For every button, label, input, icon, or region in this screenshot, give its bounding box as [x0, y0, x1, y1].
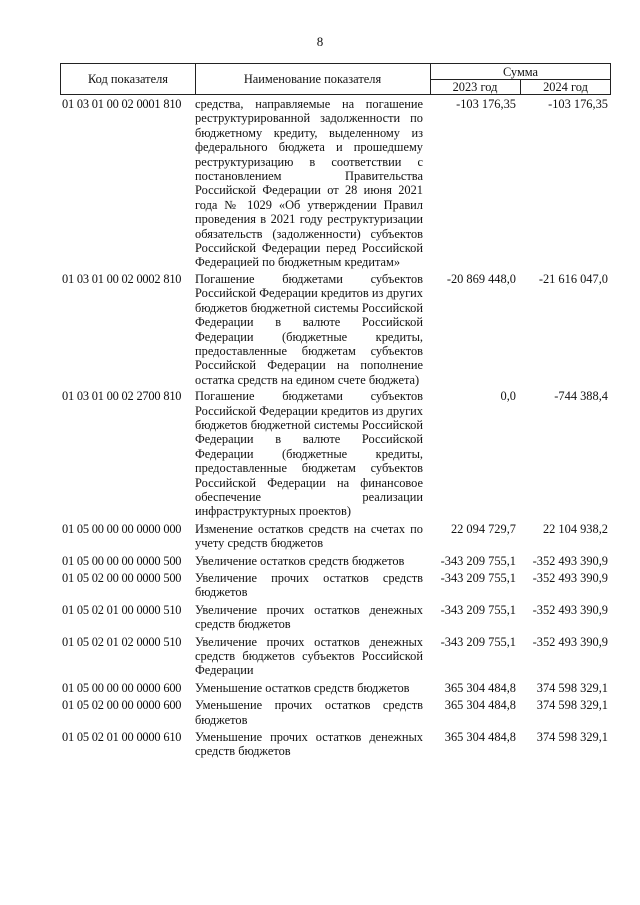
code-column-header: Код показателя: [88, 72, 168, 86]
table-row: [62, 730, 612, 759]
table-row: [62, 681, 612, 695]
row-value-2024: -352 493 390,9: [532, 602, 608, 617]
row-code: 01 03 01 00 02 0002 810: [62, 271, 182, 286]
row-code: 01 05 02 01 00 0000 610: [62, 730, 182, 745]
row-value-2024: 22 104 938,2: [542, 521, 608, 536]
row-name: Увеличение прочих остатков денежных средств бюджетов: [195, 602, 423, 632]
row-code: 01 03 01 00 02 0001 810: [62, 97, 182, 111]
row-value-2024: 374 598 329,1: [536, 730, 608, 745]
row-code: 01 05 00 00 00 0000 000: [62, 521, 182, 536]
table-row: [62, 522, 612, 551]
row-code: 01 05 02 00 00 0000 500: [62, 571, 182, 585]
row-name: Погашение бюджетами субъектов Российской Федерации кредитов из других бюджетов бюджетной системы Российской Федерации в валюте Российской Федерации (бюджетные кредиты, предоставленные бюджетам субъектов Российской Федерации на пополнение остатка средств на едином счете бюджета): [195, 271, 423, 387]
row-name: Изменение остатков средств на счетах по учету средств бюджетов: [195, 521, 423, 551]
row-value-2024: -103 176,35: [548, 97, 608, 111]
table-row: [62, 603, 612, 632]
row-name: Увеличение остатков средств бюджетов: [195, 553, 405, 568]
row-name: Уменьшение прочих остатков денежных средств бюджетов: [195, 730, 423, 759]
row-code: 01 05 02 01 02 0000 510: [62, 634, 182, 649]
table-row: [62, 97, 612, 270]
table-row: [62, 554, 612, 568]
row-code: 01 05 00 00 00 0000 600: [62, 680, 182, 695]
row-value-2024: 374 598 329,1: [536, 680, 608, 695]
row-name: Увеличение прочих остатков денежных средств бюджетов субъектов Российской Федерации: [195, 634, 423, 678]
table-row: [62, 698, 612, 727]
row-value-2023: 0,0: [500, 389, 516, 404]
table-body: [62, 97, 612, 759]
row-value-2023: -343 209 755,1: [440, 602, 516, 617]
year-2023-header: 2023 год: [452, 80, 498, 94]
row-value-2023: -343 209 755,1: [440, 553, 516, 568]
row-code: 01 05 02 00 00 0000 600: [62, 698, 182, 713]
row-name: средства, направляемые на погашение реструктурированной задолженности по бюджетному кредиту, выделенному из федерального бюджета и прошедшему реструктуризацию в соответствии с постановлением Правительства Российской Федерации от 28 июня 2021 года № 1029 «Об утверждении Правил проведения в 2021 году реструктуризации обязательств (задолженности) субъектов Российской Федерации перед Российской Федерацией по бюджетным кредитам»: [195, 97, 423, 270]
row-value-2023: 365 304 484,8: [444, 730, 516, 745]
name-column-header: Наименование показателя: [243, 72, 382, 86]
row-value-2024: -352 493 390,9: [532, 553, 608, 568]
table-row: [62, 571, 612, 600]
row-value-2023: 365 304 484,8: [444, 698, 516, 713]
row-value-2024: -744 388,4: [554, 389, 608, 404]
row-value-2023: -103 176,35: [456, 97, 516, 111]
row-value-2023: 22 094 729,7: [450, 521, 516, 536]
row-value-2024: -21 616 047,0: [538, 271, 608, 286]
row-name: Увеличение прочих остатков средств бюджетов: [195, 571, 423, 600]
row-name: Уменьшение остатков средств бюджетов: [195, 680, 410, 695]
row-code: 01 05 00 00 00 0000 500: [62, 553, 182, 568]
row-value-2024: -352 493 390,9: [532, 634, 608, 649]
row-value-2023: -343 209 755,1: [440, 571, 516, 585]
table-row: [62, 635, 612, 678]
row-code: 01 03 01 00 02 2700 810: [62, 389, 182, 404]
year-2024-header: 2024 год: [543, 80, 588, 94]
page-number: 8: [316, 34, 324, 49]
table-header: [60, 63, 611, 95]
row-value-2024: -352 493 390,9: [532, 571, 608, 585]
table-row: [62, 272, 612, 387]
row-code: 01 05 02 01 00 0000 510: [62, 602, 182, 617]
sum-column-header: Сумма: [502, 65, 539, 79]
row-value-2023: -343 209 755,1: [440, 634, 516, 649]
row-value-2023: -20 869 448,0: [446, 271, 516, 286]
row-value-2024: 374 598 329,1: [536, 698, 608, 713]
row-name: Уменьшение прочих остатков средств бюджетов: [195, 698, 423, 727]
table-row: [62, 389, 612, 519]
row-name: Погашение бюджетами субъектов Российской Федерации кредитов из других бюджетов бюджетной системы Российской Федерации в валюте Российской Федерации (бюджетные кредиты, предоставленные бюджетам субъектов Российской Федерации на финансовое обеспечение реализации инфраструктурных проектов): [195, 389, 423, 519]
row-value-2023: 365 304 484,8: [444, 680, 516, 695]
